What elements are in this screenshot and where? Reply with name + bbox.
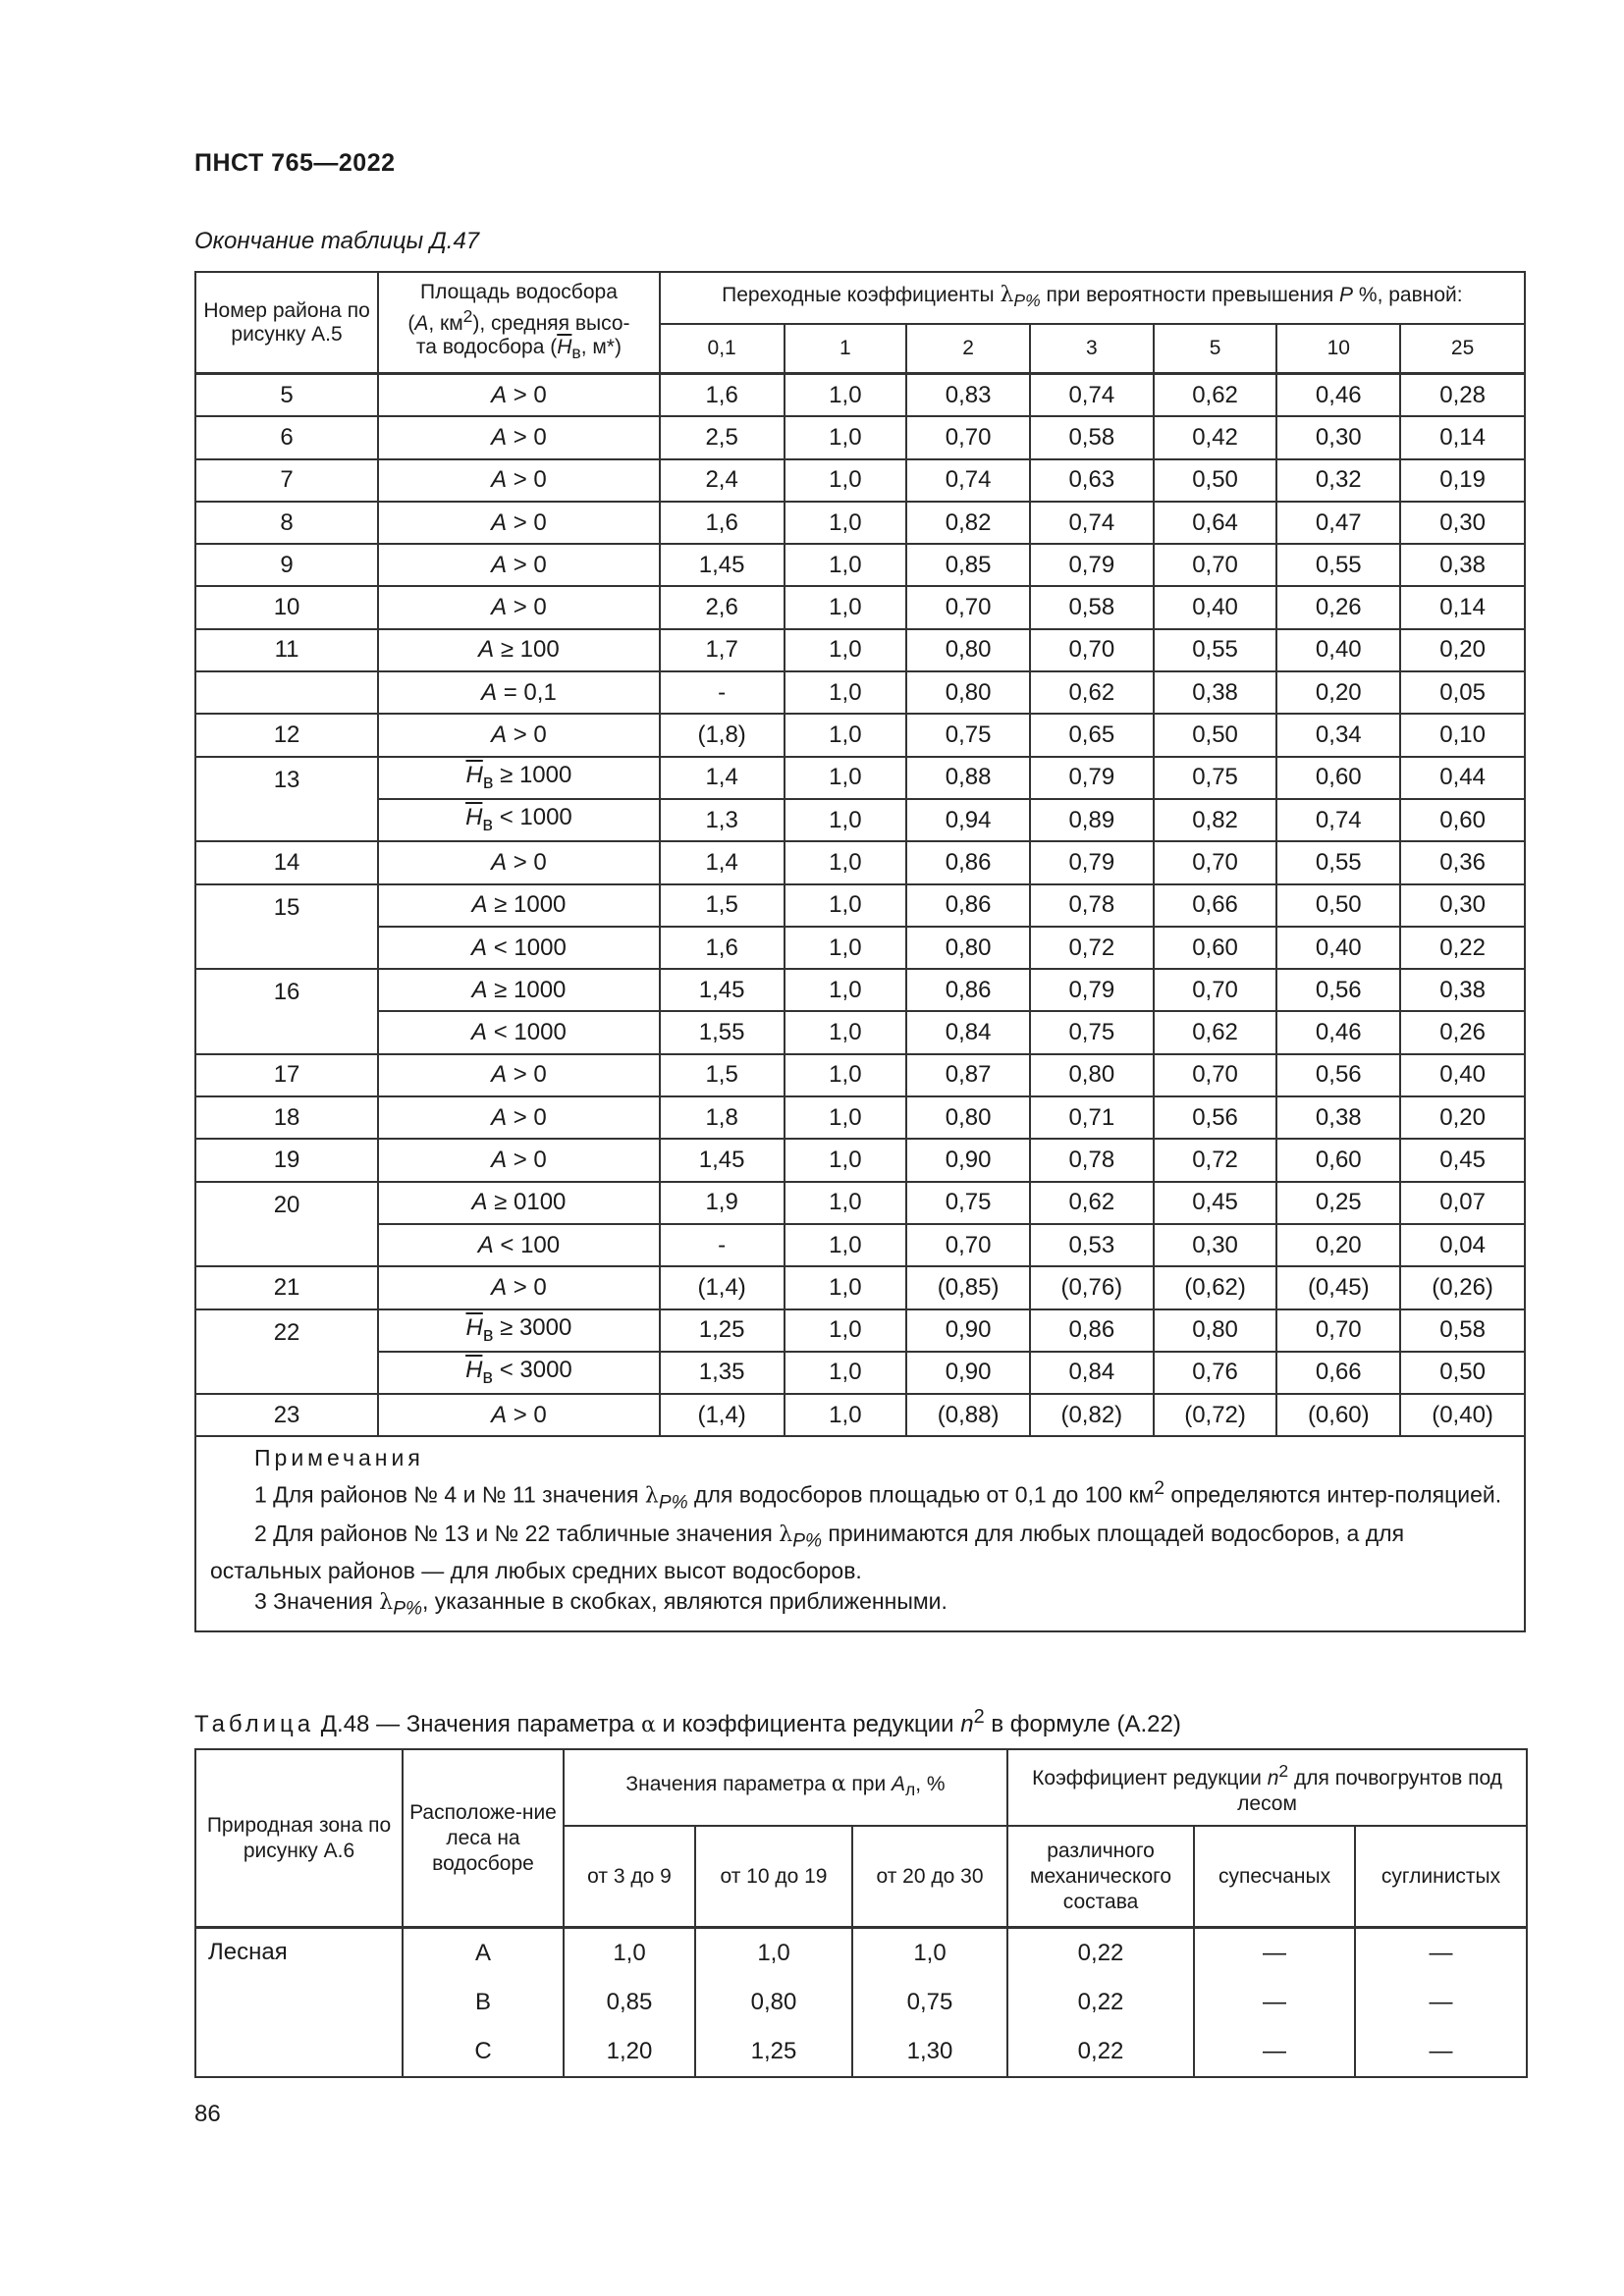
condition-cell: A > 0 bbox=[378, 1096, 660, 1139]
table-row bbox=[195, 1352, 1525, 1394]
coefficient-cell: 0,05 bbox=[1400, 671, 1525, 714]
coefficient-cell: 0,20 bbox=[1276, 671, 1400, 714]
coefficient-cell: 0,79 bbox=[1030, 969, 1154, 1011]
condition-cell: A > 0 bbox=[378, 502, 660, 544]
coefficient-cell: (0,85) bbox=[906, 1266, 1030, 1308]
header-soil-sandy-loam: супесчаных bbox=[1194, 1826, 1355, 1928]
coefficient-cell: 0,72 bbox=[1154, 1139, 1277, 1181]
coefficient-cell: 0,20 bbox=[1400, 629, 1525, 671]
coefficient-cell: 0,70 bbox=[1154, 544, 1277, 586]
note-3: 3 Значения $\lambda_{P\%}$, указанные в скобках, являются приближенными. bbox=[254, 1588, 947, 1620]
value-cell: — bbox=[1355, 1928, 1527, 1979]
coefficient-cell: 0,60 bbox=[1276, 757, 1400, 799]
region-cell: 9 bbox=[195, 544, 378, 586]
coefficient-cell: 0,50 bbox=[1400, 1352, 1525, 1394]
coefficient-cell: 0,75 bbox=[906, 714, 1030, 756]
coefficient-cell: 0,46 bbox=[1276, 1011, 1400, 1053]
value-cell: 1,30 bbox=[852, 2027, 1007, 2077]
coefficient-cell: 1,0 bbox=[785, 629, 907, 671]
table-d47 bbox=[194, 271, 1526, 1632]
coefficient-cell: 0,66 bbox=[1276, 1352, 1400, 1394]
coefficient-cell: 1,0 bbox=[785, 1054, 907, 1096]
coefficient-cell: - bbox=[660, 1224, 785, 1266]
coefficient-cell: 1,0 bbox=[785, 1394, 907, 1436]
region-cell: 20 bbox=[195, 1182, 378, 1267]
coefficient-cell: 0,34 bbox=[1276, 714, 1400, 756]
coefficient-cell: 0,47 bbox=[1276, 502, 1400, 544]
table-row bbox=[195, 1011, 1525, 1053]
value-cell: 1,20 bbox=[564, 2027, 695, 2077]
coefficient-cell: 0,62 bbox=[1030, 671, 1154, 714]
condition-cell: $\overline{H}_в \ge 3000$ bbox=[378, 1309, 660, 1352]
coefficient-cell: (1,4) bbox=[660, 1394, 785, 1436]
region-cell: 19 bbox=[195, 1139, 378, 1181]
coefficient-cell: 1,55 bbox=[660, 1011, 785, 1053]
condition-cell: $\overline{H}_в \ge 1000$ bbox=[378, 757, 660, 799]
coefficient-cell: 0,58 bbox=[1400, 1309, 1525, 1352]
zone-cell: Лесная bbox=[195, 1928, 403, 2078]
value-cell: 1,0 bbox=[564, 1928, 695, 1979]
coefficient-cell: 0,64 bbox=[1154, 502, 1277, 544]
coefficient-cell: 0,80 bbox=[1154, 1309, 1277, 1352]
value-cell: 1,25 bbox=[695, 2027, 852, 2077]
coefficient-cell: (0,82) bbox=[1030, 1394, 1154, 1436]
coefficient-cell: 0,40 bbox=[1400, 1054, 1525, 1096]
coefficient-cell: 0,83 bbox=[906, 374, 1030, 417]
coefficient-cell: 1,45 bbox=[660, 544, 785, 586]
region-cell: 17 bbox=[195, 1054, 378, 1096]
coefficient-cell: 0,04 bbox=[1400, 1224, 1525, 1266]
coefficient-cell: 2,6 bbox=[660, 586, 785, 628]
header-probability: 5 bbox=[1154, 324, 1277, 374]
coefficient-cell: 1,0 bbox=[785, 969, 907, 1011]
coefficient-cell: (1,8) bbox=[660, 714, 785, 756]
coefficient-cell: 1,6 bbox=[660, 374, 785, 417]
coefficient-cell: 1,0 bbox=[785, 544, 907, 586]
header-coefficients: Переходные коэффициенты $\lambda_{P\%}$ при вероятности превышения P %, равной: bbox=[660, 272, 1525, 324]
coefficient-cell: 0,74 bbox=[906, 459, 1030, 502]
coefficient-cell: 0,38 bbox=[1400, 544, 1525, 586]
condition-cell: A > 0 bbox=[378, 1394, 660, 1436]
coefficient-cell: 0,14 bbox=[1400, 416, 1525, 458]
coefficient-cell: - bbox=[660, 671, 785, 714]
coefficient-cell: 1,0 bbox=[785, 502, 907, 544]
coefficient-cell: 1,0 bbox=[785, 1096, 907, 1139]
location-cell: B bbox=[403, 1978, 564, 2027]
coefficient-cell: 0,86 bbox=[906, 884, 1030, 927]
coefficient-cell: 1,5 bbox=[660, 1054, 785, 1096]
coefficient-cell: 0,89 bbox=[1030, 799, 1154, 841]
value-cell: 0,22 bbox=[1007, 1978, 1194, 2027]
coefficient-cell: 0,74 bbox=[1030, 374, 1154, 417]
coefficient-cell: 0,60 bbox=[1154, 927, 1277, 969]
coefficient-cell: 1,6 bbox=[660, 502, 785, 544]
value-cell: 0,75 bbox=[852, 1978, 1007, 2027]
coefficient-cell: (0,26) bbox=[1400, 1266, 1525, 1308]
coefficient-cell: 0,71 bbox=[1030, 1096, 1154, 1139]
coefficient-cell: 0,40 bbox=[1276, 629, 1400, 671]
coefficient-cell: 0,79 bbox=[1030, 841, 1154, 883]
notes-block bbox=[195, 1436, 1525, 1630]
condition-cell: A ≥ 100 bbox=[378, 629, 660, 671]
value-cell: 1,0 bbox=[852, 1928, 1007, 1979]
region-cell: 22 bbox=[195, 1309, 378, 1395]
condition-cell: A ≥ 1000 bbox=[378, 884, 660, 927]
coefficient-cell: 1,0 bbox=[785, 757, 907, 799]
coefficient-cell: 0,56 bbox=[1276, 1054, 1400, 1096]
header-soil-mixed: различного механического состава bbox=[1007, 1826, 1194, 1928]
value-cell: 0,22 bbox=[1007, 2027, 1194, 2077]
condition-cell: A > 0 bbox=[378, 374, 660, 417]
coefficient-cell: 0,80 bbox=[906, 1096, 1030, 1139]
coefficient-cell: (0,76) bbox=[1030, 1266, 1154, 1308]
coefficient-cell: 1,0 bbox=[785, 416, 907, 458]
value-cell: — bbox=[1194, 2027, 1355, 2077]
region-cell: 13 bbox=[195, 757, 378, 842]
coefficient-cell: 1,6 bbox=[660, 927, 785, 969]
region-cell: 8 bbox=[195, 502, 378, 544]
header-alpha-range-2: от 10 до 19 bbox=[695, 1826, 852, 1928]
region-cell: 6 bbox=[195, 416, 378, 458]
coefficient-cell: 0,56 bbox=[1154, 1096, 1277, 1139]
value-cell: 0,22 bbox=[1007, 1928, 1194, 1979]
coefficient-cell: 0,82 bbox=[1154, 799, 1277, 841]
coefficient-cell: 0,45 bbox=[1400, 1139, 1525, 1181]
region-cell: 23 bbox=[195, 1394, 378, 1436]
coefficient-cell: 0,44 bbox=[1400, 757, 1525, 799]
coefficient-cell: 1,4 bbox=[660, 841, 785, 883]
coefficient-cell: 0,86 bbox=[906, 841, 1030, 883]
header-region: Номер района по рисунку А.5 bbox=[195, 272, 378, 374]
coefficient-cell: 0,84 bbox=[906, 1011, 1030, 1053]
coefficient-cell: (0,40) bbox=[1400, 1394, 1525, 1436]
coefficient-cell: 0,58 bbox=[1030, 586, 1154, 628]
coefficient-cell: 0,60 bbox=[1400, 799, 1525, 841]
coefficient-cell: 1,45 bbox=[660, 969, 785, 1011]
table-row bbox=[195, 502, 1525, 544]
coefficient-cell: 2,5 bbox=[660, 416, 785, 458]
table-row bbox=[195, 884, 1525, 927]
table-row bbox=[195, 1266, 1525, 1308]
header-reduction: Коэффициент редукции $n^2$ для почвогрунтов под лесом bbox=[1007, 1749, 1527, 1826]
condition-cell: $\overline{H}_в < 1000$ bbox=[378, 799, 660, 841]
table-row bbox=[195, 969, 1525, 1011]
region-cell: 16 bbox=[195, 969, 378, 1054]
coefficient-cell: 1,0 bbox=[785, 884, 907, 927]
coefficient-cell: 0,84 bbox=[1030, 1352, 1154, 1394]
header-zone: Природная зона по рисунку А.6 bbox=[195, 1749, 403, 1928]
value-cell: 1,0 bbox=[695, 1928, 852, 1979]
table-row bbox=[195, 1309, 1525, 1352]
coefficient-cell: 0,58 bbox=[1030, 416, 1154, 458]
coefficient-cell: 0,80 bbox=[906, 671, 1030, 714]
coefficient-cell: 0,36 bbox=[1400, 841, 1525, 883]
coefficient-cell: 1,8 bbox=[660, 1096, 785, 1139]
header-location: Расположе-ние леса на водосборе bbox=[403, 1749, 564, 1928]
coefficient-cell: 0,66 bbox=[1154, 884, 1277, 927]
table-row bbox=[195, 1096, 1525, 1139]
coefficient-cell: 1,45 bbox=[660, 1139, 785, 1181]
coefficient-cell: 0,30 bbox=[1276, 416, 1400, 458]
value-cell: — bbox=[1194, 1928, 1355, 1979]
condition-cell: A > 0 bbox=[378, 586, 660, 628]
coefficient-cell: 1,35 bbox=[660, 1352, 785, 1394]
table-row bbox=[195, 1928, 1527, 1979]
coefficient-cell: 0,79 bbox=[1030, 544, 1154, 586]
table-row bbox=[195, 1224, 1525, 1266]
coefficient-cell: 0,62 bbox=[1030, 1182, 1154, 1224]
coefficient-cell: 0,55 bbox=[1154, 629, 1277, 671]
coefficient-cell: 0,26 bbox=[1276, 586, 1400, 628]
coefficient-cell: 0,38 bbox=[1400, 969, 1525, 1011]
coefficient-cell: (0,60) bbox=[1276, 1394, 1400, 1436]
coefficient-cell: 1,4 bbox=[660, 757, 785, 799]
value-cell: 0,80 bbox=[695, 1978, 852, 2027]
table-row bbox=[195, 927, 1525, 969]
condition-cell: A = 0,1 bbox=[378, 671, 660, 714]
coefficient-cell: 0,75 bbox=[1030, 1011, 1154, 1053]
coefficient-cell: 0,78 bbox=[1030, 1139, 1154, 1181]
region-cell: 10 bbox=[195, 586, 378, 628]
coefficient-cell: 2,4 bbox=[660, 459, 785, 502]
coefficient-cell: 0,40 bbox=[1154, 586, 1277, 628]
coefficient-cell: 0,53 bbox=[1030, 1224, 1154, 1266]
coefficient-cell: 1,0 bbox=[785, 799, 907, 841]
coefficient-cell: 0,14 bbox=[1400, 586, 1525, 628]
coefficient-cell: (1,4) bbox=[660, 1266, 785, 1308]
coefficient-cell: 0,63 bbox=[1030, 459, 1154, 502]
document-code: ПНСТ 765—2022 bbox=[194, 149, 396, 177]
header-probability: 1 bbox=[785, 324, 907, 374]
coefficient-cell: 0,74 bbox=[1276, 799, 1400, 841]
region-cell: 18 bbox=[195, 1096, 378, 1139]
coefficient-cell: 0,28 bbox=[1400, 374, 1525, 417]
coefficient-cell: 0,55 bbox=[1276, 841, 1400, 883]
coefficient-cell: 0,74 bbox=[1030, 502, 1154, 544]
condition-cell: A > 0 bbox=[378, 1139, 660, 1181]
coefficient-cell: 0,80 bbox=[1030, 1054, 1154, 1096]
coefficient-cell: (0,45) bbox=[1276, 1266, 1400, 1308]
coefficient-cell: 0,56 bbox=[1276, 969, 1400, 1011]
coefficient-cell: 0,80 bbox=[906, 629, 1030, 671]
coefficient-cell: 1,0 bbox=[785, 459, 907, 502]
coefficient-cell: 0,70 bbox=[1154, 1054, 1277, 1096]
coefficient-cell: 1,0 bbox=[785, 1224, 907, 1266]
header-alpha: Значения параметра α при $A_л$, % bbox=[564, 1749, 1007, 1826]
coefficient-cell: 1,0 bbox=[785, 927, 907, 969]
header-probability: 25 bbox=[1400, 324, 1525, 374]
coefficient-cell: 1,0 bbox=[785, 586, 907, 628]
coefficient-cell: 1,0 bbox=[785, 1011, 907, 1053]
coefficient-cell: (0,88) bbox=[906, 1394, 1030, 1436]
coefficient-cell: 0,62 bbox=[1154, 374, 1277, 417]
page-number: 86 bbox=[194, 2101, 221, 2127]
value-cell: 0,85 bbox=[564, 1978, 695, 2027]
table-row bbox=[195, 459, 1525, 502]
table-row bbox=[195, 1394, 1525, 1436]
condition-cell: A < 1000 bbox=[378, 1011, 660, 1053]
coefficient-cell: 0,20 bbox=[1400, 1096, 1525, 1139]
condition-cell: A > 0 bbox=[378, 1054, 660, 1096]
coefficient-cell: 0,50 bbox=[1154, 714, 1277, 756]
coefficient-cell: 0,50 bbox=[1276, 884, 1400, 927]
coefficient-cell: 0,90 bbox=[906, 1309, 1030, 1352]
coefficient-cell: 0,30 bbox=[1400, 502, 1525, 544]
location-cell: A bbox=[403, 1928, 564, 1979]
table-d48 bbox=[194, 1748, 1528, 2078]
table-row bbox=[195, 544, 1525, 586]
coefficient-cell: 0,70 bbox=[906, 586, 1030, 628]
header-alpha-range-3: от 20 до 30 bbox=[852, 1826, 1007, 1928]
condition-cell: A < 100 bbox=[378, 1224, 660, 1266]
coefficient-cell: 0,10 bbox=[1400, 714, 1525, 756]
header-alpha-range-1: от 3 до 9 bbox=[564, 1826, 695, 1928]
coefficient-cell: 0,62 bbox=[1154, 1011, 1277, 1053]
table-d48-title: Таблица Д.48 — Значения параметра α и коэффициента редукции $n^2$ в формуле (А.22) bbox=[194, 1706, 1181, 1737]
coefficient-cell: 0,70 bbox=[1030, 629, 1154, 671]
condition-cell: A > 0 bbox=[378, 544, 660, 586]
condition-cell: A > 0 bbox=[378, 416, 660, 458]
coefficient-cell: 0,30 bbox=[1400, 884, 1525, 927]
region-cell: 15 bbox=[195, 884, 378, 970]
coefficient-cell: 0,70 bbox=[906, 1224, 1030, 1266]
coefficient-cell: 0,86 bbox=[1030, 1309, 1154, 1352]
coefficient-cell: 0,76 bbox=[1154, 1352, 1277, 1394]
coefficient-cell: 0,70 bbox=[906, 416, 1030, 458]
coefficient-cell: 0,38 bbox=[1154, 671, 1277, 714]
table-row bbox=[195, 416, 1525, 458]
coefficient-cell: 0,07 bbox=[1400, 1182, 1525, 1224]
coefficient-cell: 0,70 bbox=[1154, 841, 1277, 883]
coefficient-cell: 0,80 bbox=[906, 927, 1030, 969]
coefficient-cell: 1,0 bbox=[785, 374, 907, 417]
condition-cell: A < 1000 bbox=[378, 927, 660, 969]
table-row bbox=[195, 841, 1525, 883]
table-row bbox=[195, 1182, 1525, 1224]
value-cell: — bbox=[1355, 1978, 1527, 2027]
coefficient-cell: 0,88 bbox=[906, 757, 1030, 799]
coefficient-cell: 1,0 bbox=[785, 1309, 907, 1352]
coefficient-cell: 1,0 bbox=[785, 1182, 907, 1224]
table-row bbox=[195, 1139, 1525, 1181]
region-cell: 5 bbox=[195, 374, 378, 417]
coefficient-cell: 0,60 bbox=[1276, 1139, 1400, 1181]
coefficient-cell: 0,70 bbox=[1276, 1309, 1400, 1352]
coefficient-cell: 0,94 bbox=[906, 799, 1030, 841]
region-cell: 12 bbox=[195, 714, 378, 756]
table-row bbox=[195, 586, 1525, 628]
coefficient-cell: 0,30 bbox=[1154, 1224, 1277, 1266]
coefficient-cell: 1,9 bbox=[660, 1182, 785, 1224]
header-area: Площадь водосбора (A, $км^2$), средняя высо- та водосбора ($\overline{H}_в$, м*) bbox=[378, 272, 660, 374]
coefficient-cell: 1,0 bbox=[785, 1266, 907, 1308]
note-1: 1 Для районов № 4 и № 11 значения $\lambda_{P\%}$ для водосборов площадью от 0,1 до 100 $км^2$ определяются интер-поляцией. bbox=[254, 1478, 1502, 1514]
coefficient-cell: 0,78 bbox=[1030, 884, 1154, 927]
coefficient-cell: 1,0 bbox=[785, 1352, 907, 1394]
coefficient-cell: 0,40 bbox=[1276, 927, 1400, 969]
coefficient-cell: 1,0 bbox=[785, 714, 907, 756]
header-probability: 0,1 bbox=[660, 324, 785, 374]
condition-cell: A > 0 bbox=[378, 841, 660, 883]
coefficient-cell: 0,79 bbox=[1030, 757, 1154, 799]
coefficient-cell: 0,86 bbox=[906, 969, 1030, 1011]
coefficient-cell: 1,0 bbox=[785, 671, 907, 714]
table-row bbox=[195, 671, 1525, 714]
header-probability: 2 bbox=[906, 324, 1030, 374]
coefficient-cell: 0,87 bbox=[906, 1054, 1030, 1096]
header-soil-loam: суглинистых bbox=[1355, 1826, 1527, 1928]
note-2: 2 Для районов № 13 и № 22 табличные значения $\lambda_{P\%}$ принимаются для любых площадей водосборов, а для остальных районов — для любых средних высот водосборов. bbox=[210, 1520, 1405, 1584]
coefficient-cell: 0,70 bbox=[1154, 969, 1277, 1011]
table-continuation-caption: Окончание таблицы Д.47 bbox=[194, 228, 480, 254]
coefficient-cell: 0,55 bbox=[1276, 544, 1400, 586]
coefficient-cell: (0,72) bbox=[1154, 1394, 1277, 1436]
coefficient-cell: 1,0 bbox=[785, 841, 907, 883]
header-probability: 3 bbox=[1030, 324, 1154, 374]
coefficient-cell: 0,65 bbox=[1030, 714, 1154, 756]
coefficient-cell: 0,50 bbox=[1154, 459, 1277, 502]
coefficient-cell: 1,7 bbox=[660, 629, 785, 671]
condition-cell: A > 0 bbox=[378, 1266, 660, 1308]
coefficient-cell: 1,0 bbox=[785, 1139, 907, 1181]
coefficient-cell: 0,85 bbox=[906, 544, 1030, 586]
table-row bbox=[195, 714, 1525, 756]
coefficient-cell: 1,5 bbox=[660, 884, 785, 927]
condition-cell: A ≥ 1000 bbox=[378, 969, 660, 1011]
location-cell: C bbox=[403, 2027, 564, 2077]
region-cell bbox=[195, 671, 378, 714]
condition-cell: $\overline{H}_в < 3000$ bbox=[378, 1352, 660, 1394]
region-cell: 21 bbox=[195, 1266, 378, 1308]
table-row bbox=[195, 1054, 1525, 1096]
coefficient-cell: 0,90 bbox=[906, 1352, 1030, 1394]
value-cell: — bbox=[1355, 2027, 1527, 2077]
coefficient-cell: 0,82 bbox=[906, 502, 1030, 544]
region-cell: 11 bbox=[195, 629, 378, 671]
coefficient-cell: 0,22 bbox=[1400, 927, 1525, 969]
region-cell: 14 bbox=[195, 841, 378, 883]
coefficient-cell: (0,62) bbox=[1154, 1266, 1277, 1308]
coefficient-cell: 0,32 bbox=[1276, 459, 1400, 502]
region-cell: 7 bbox=[195, 459, 378, 502]
condition-cell: A ≥ 0100 bbox=[378, 1182, 660, 1224]
table-row bbox=[195, 374, 1525, 417]
coefficient-cell: 0,45 bbox=[1154, 1182, 1277, 1224]
value-cell: — bbox=[1194, 1978, 1355, 2027]
coefficient-cell: 0,38 bbox=[1276, 1096, 1400, 1139]
coefficient-cell: 0,75 bbox=[1154, 757, 1277, 799]
coefficient-cell: 0,46 bbox=[1276, 374, 1400, 417]
coefficient-cell: 0,25 bbox=[1276, 1182, 1400, 1224]
coefficient-cell: 0,26 bbox=[1400, 1011, 1525, 1053]
coefficient-cell: 0,19 bbox=[1400, 459, 1525, 502]
coefficient-cell: 0,75 bbox=[906, 1182, 1030, 1224]
condition-cell: A > 0 bbox=[378, 714, 660, 756]
condition-cell: A > 0 bbox=[378, 459, 660, 502]
coefficient-cell: 0,90 bbox=[906, 1139, 1030, 1181]
coefficient-cell: 0,42 bbox=[1154, 416, 1277, 458]
table-row bbox=[195, 799, 1525, 841]
notes-heading: Примечания bbox=[254, 1445, 424, 1471]
coefficient-cell: 0,72 bbox=[1030, 927, 1154, 969]
coefficient-cell: 1,25 bbox=[660, 1309, 785, 1352]
header-probability: 10 bbox=[1276, 324, 1400, 374]
table-row bbox=[195, 757, 1525, 799]
coefficient-cell: 1,3 bbox=[660, 799, 785, 841]
coefficient-cell: 0,20 bbox=[1276, 1224, 1400, 1266]
table-row bbox=[195, 629, 1525, 671]
